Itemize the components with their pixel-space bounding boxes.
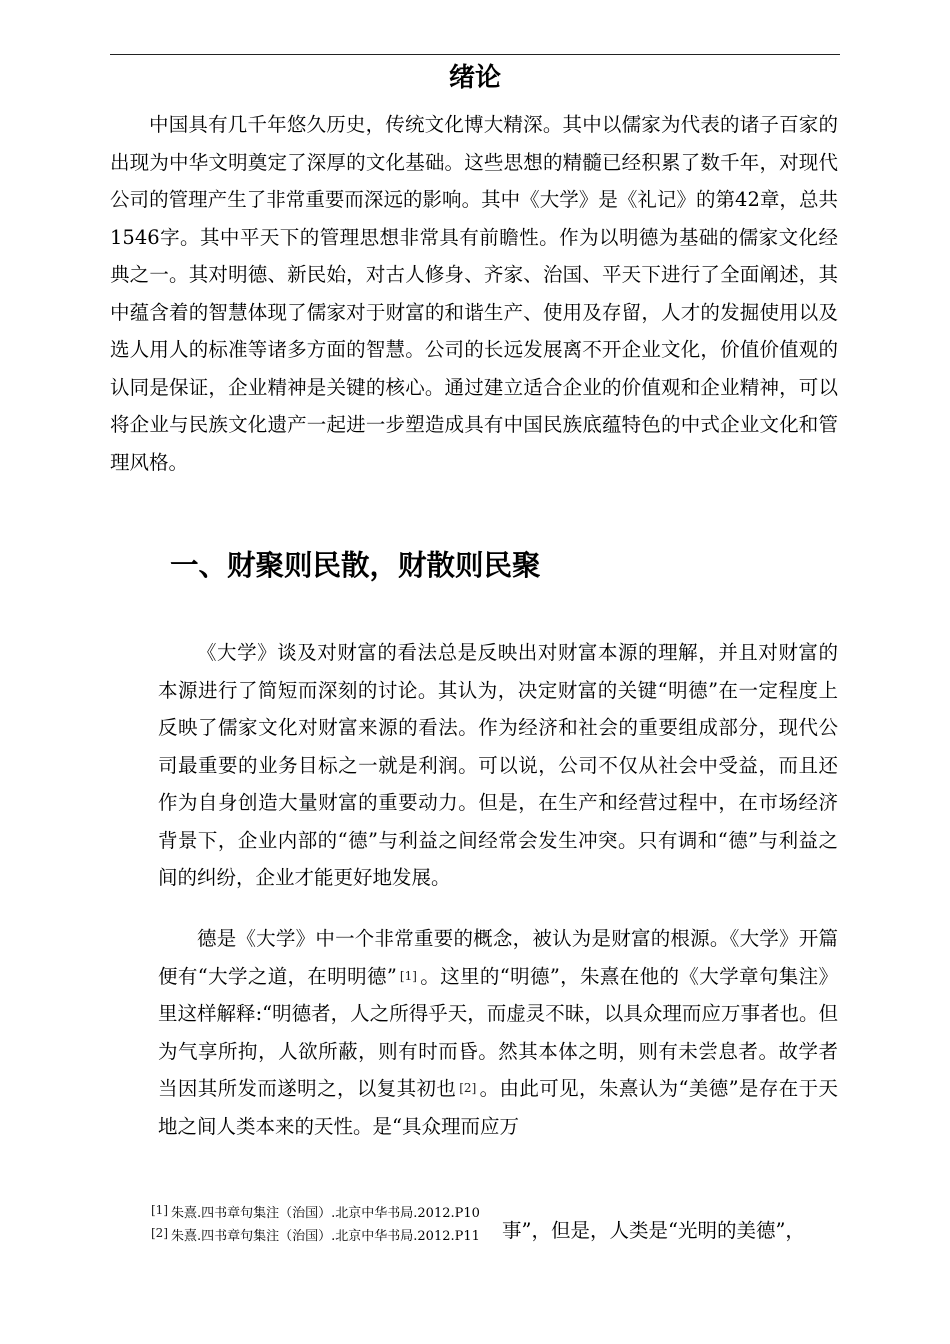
footnote-text: 朱熹.四书章句集注（治国）.北京中华书局.2012.P11 xyxy=(171,1229,480,1244)
page-title: 绪论 xyxy=(448,63,501,93)
paragraph-text: 德是《大学》中一个非常重要的概念，被认为是财富的根源。《大学》开篇便有“大学之道，在明明德” xyxy=(158,927,838,988)
continuation-text: 事”，但是，人类是“光明的美德”， xyxy=(502,1219,805,1242)
intro-paragraph: 中国具有几千年悠久历史，传统文化博大精深。其中以儒家为代表的诸子百家的出现为中华文明奠定了深厚的文化基础。这些思想的精髓已经积累了数千年，对现代公司的管理产生了非常重要而深远的影响。其中《大学》是《礼记》的第42章，总共1546字。其中平天下的管理思想非常具有前瞻性。作为以明德为基础的儒家文化经典之一。其对明德、新民始，对古人修身、齐家、治国、平天下进行了全面阐述，其中蕴含着的智慧体现了儒家对于财富的和谐生产、使用及存留，人才的发掘使用以及选人用人的标准等诸多方面的智慧。公司的长远发展离不开企业文化，价值价值观的认同是保证，企业精神是关键的核心。通过建立适合企业的价值观和企业精神，可以将企业与民族文化遗产一起进一步塑造成具有中国民族底蕴特色的中式企业文化和管理风格。 xyxy=(110,113,838,474)
footnote-text: 朱熹.四书章句集注（治国）.北京中华书局.2012.P10 xyxy=(171,1206,480,1221)
footnote-1 xyxy=(148,1201,480,1223)
footnote-mark: [1] xyxy=(151,1203,168,1217)
footnote-2 xyxy=(148,1224,480,1246)
citation-marker-2[interactable]: [2] xyxy=(459,1081,477,1095)
section-paragraph-2 xyxy=(158,920,838,1145)
paragraph-text: 。由此可见，朱熹认为“美德”是存在于天地之间人类本来的天性。是“具众理而应万 xyxy=(158,1077,838,1138)
header-rule xyxy=(110,54,840,55)
citation-marker-1[interactable]: [1] xyxy=(399,968,417,983)
footnote-mark: [2] xyxy=(151,1226,168,1240)
paragraph-text: 。这里的“明德”，朱熹在他的《大学章句集注》里这样解释:“明德者，人之所得乎天，而虚灵不昧，以具众理而应万事者也。但为气享所拘，人欲所蔽，则有时而昏。然其本体之明，则有未尝息者。故学者当因其所发而遂明之，以复其初也 xyxy=(158,964,838,1100)
section-heading: 一、财聚则民散，财散则民聚 xyxy=(170,549,541,582)
section-paragraph-1: 《大学》谈及对财富的看法总是反映出对财富本源的理解，并且对财富的本源进行了简短而深刻的讨论。其认为，决定财富的关键“明德”在一定程度上反映了儒家文化对财富来源的看法。作为经济和社会的重要组成部分，现代公司最重要的业务目标之一就是利润。可以说，公司不仅从社会中受益，而且还作为自身创造大量财富的重要动力。但是，在生产和经营过程中，在市场经济背景下，企业内部的“德”与利益之间经常会发生冲突。只有调和“德”与利益之间的纠纷，企业才能更好地发展。 xyxy=(158,641,838,889)
